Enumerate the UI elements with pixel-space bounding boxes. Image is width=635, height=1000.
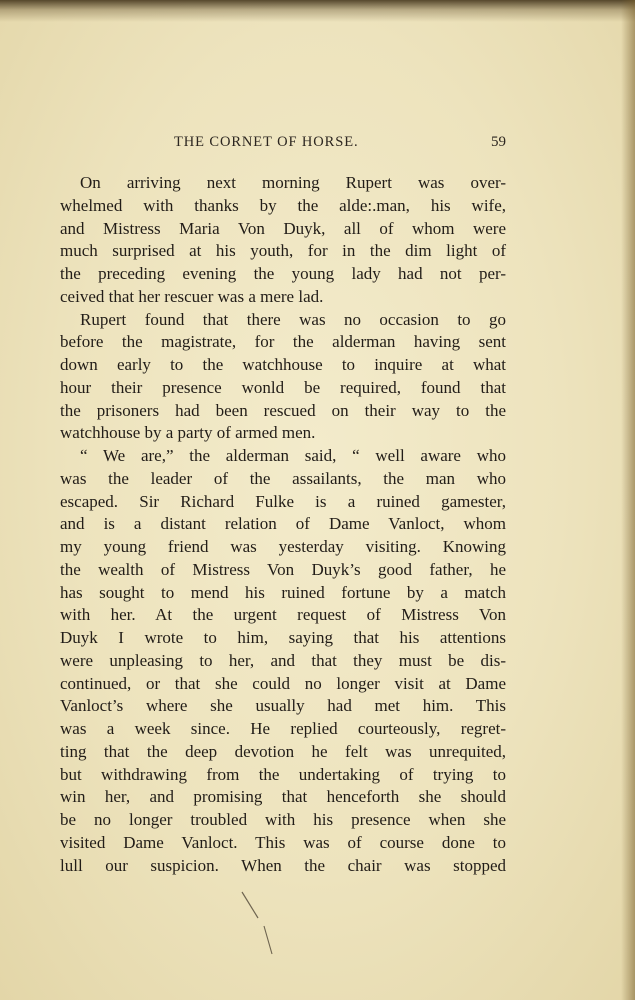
text-line: Vanloct’s where she usually had met him. This	[60, 696, 506, 716]
page-top-shadow	[0, 0, 635, 22]
text-line: ceived that her rescuer was a mere lad.	[60, 286, 324, 306]
text-line: down early to the watchhouse to inquire at what	[60, 355, 506, 374]
text-line: and is a distant relation of Dame Vanloct, whom	[60, 514, 506, 534]
text-line: was a week since. He replied courteously, regret-	[60, 719, 506, 738]
page-number: 59	[491, 134, 506, 150]
text-line: visited Dame Vanloct. This was of course done to	[60, 832, 506, 852]
text-line: watchhouse by a party of armed men.	[60, 423, 316, 443]
text-line: Duyk I wrote to him, saying that his attentions	[60, 628, 506, 647]
text-line: win her, and promising that henceforth she should	[60, 787, 506, 807]
text-line: hour their presence wonld be required, found that	[60, 377, 506, 397]
text-line: has sought to mend his ruined fortune by a match	[60, 582, 506, 602]
page-edge-shadow	[621, 0, 635, 1000]
text-line: the wealth of Mistress Von Duyk’s good father, he	[60, 559, 506, 579]
text-line: were unpleasing to her, and that they must be dis-	[60, 650, 506, 670]
text-line: was the leader of the assailants, the man who	[60, 468, 506, 488]
text-line: continued, or that she could no longer visit at Dame	[60, 673, 506, 693]
text-line: “ We are,” the alderman said, “ well aware who	[80, 446, 506, 465]
text-line: the preceding evening the young lady had not per-	[60, 264, 506, 283]
text-line: On arriving next morning Rupert was over-	[80, 173, 506, 192]
text-line: lull our suspicion. When the chair was stopped	[60, 855, 506, 875]
pencil-mark	[238, 890, 288, 960]
text-line: much surprised at his youth, for in the dim light of	[60, 241, 506, 261]
text-line: but withdrawing from the undertaking of trying to	[60, 764, 506, 784]
body-text	[60, 172, 506, 877]
text-line: be no longer troubled with his presence when she	[60, 810, 506, 829]
text-line: ting that the deep devotion he felt was unrequited,	[60, 741, 506, 761]
running-head	[174, 134, 506, 154]
text-line: whelmed with thanks by the alde:.man, his wife,	[60, 195, 506, 215]
text-line: my young friend was yesterday visiting. Knowing	[60, 537, 506, 556]
text-line: the prisoners had been rescued on their way to the	[60, 400, 506, 420]
text-line: with her. At the urgent request of Mistress Von	[60, 605, 506, 625]
running-head-title: THE CORNET OF HORSE.	[174, 134, 359, 150]
text-line: escaped. Sir Richard Fulke is a ruined gamester,	[60, 491, 506, 511]
text-line: and Mistress Maria Von Duyk, all of whom were	[60, 218, 506, 238]
text-line: Rupert found that there was no occasion to go	[80, 309, 506, 329]
text-line: before the magistrate, for the alderman having sent	[60, 332, 506, 352]
